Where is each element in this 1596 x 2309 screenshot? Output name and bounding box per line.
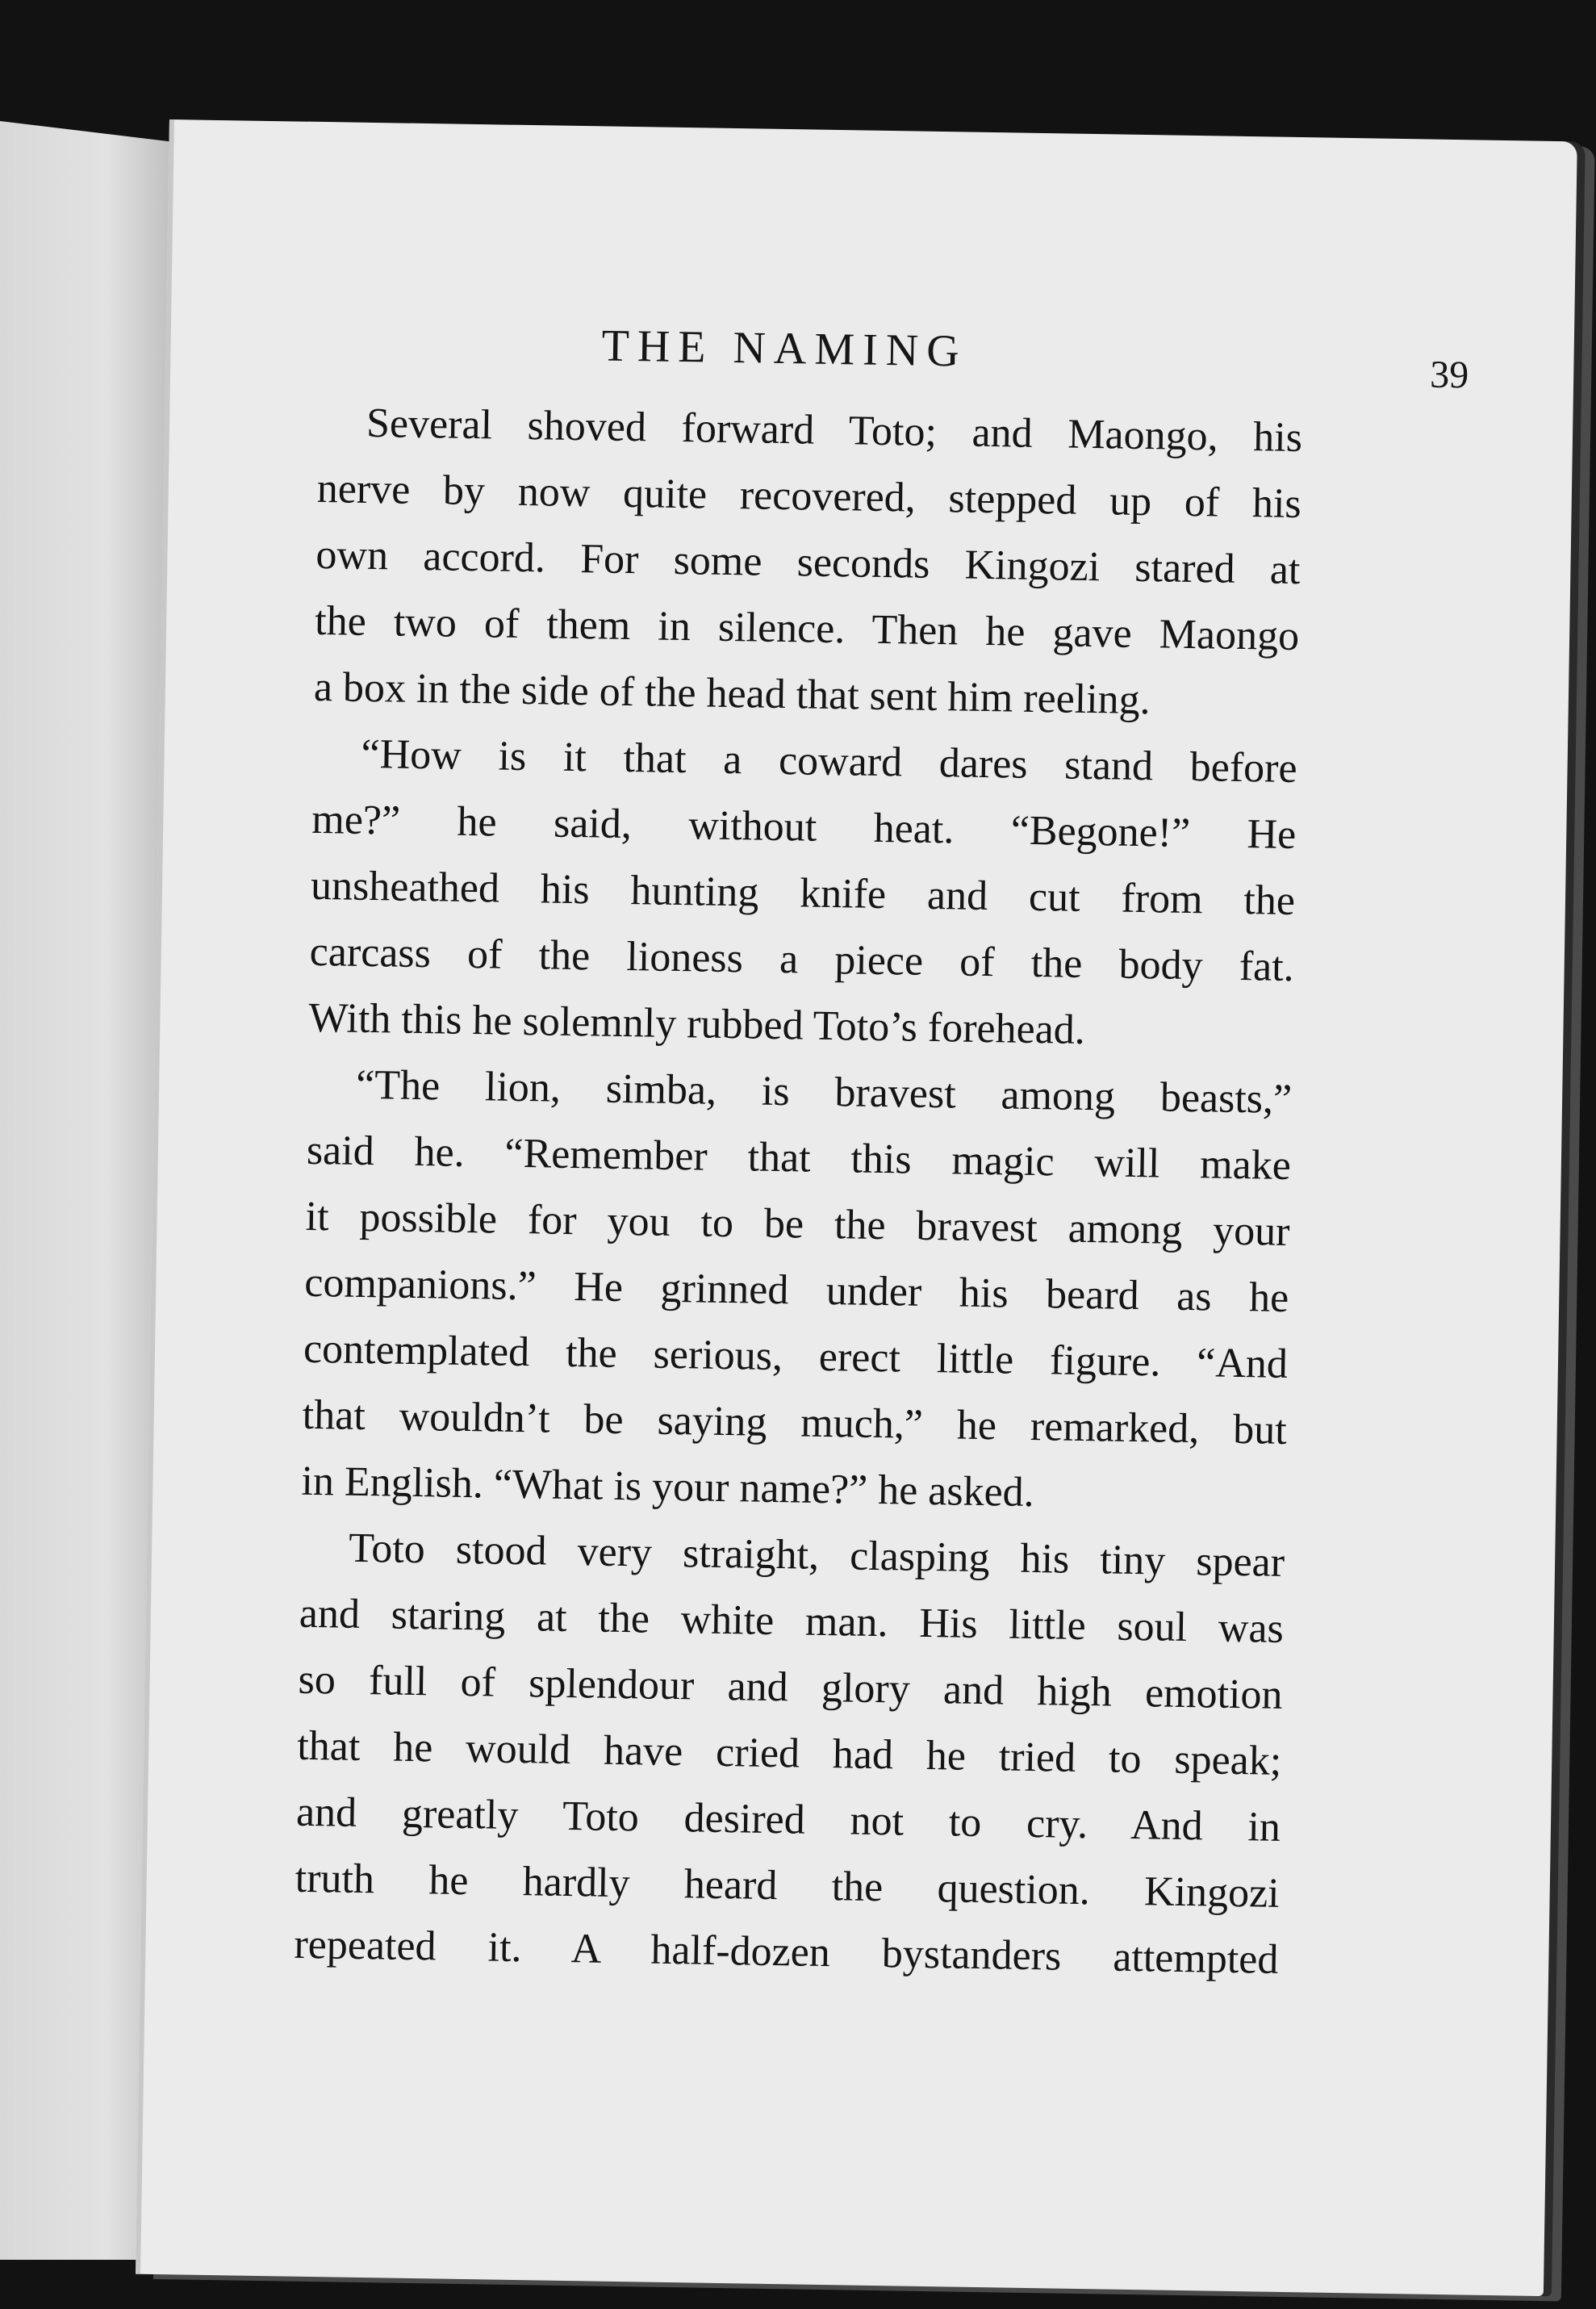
text-line: so full of splendour and glory and high emotion	[298, 1656, 1283, 1718]
text-line: said he. “Remember that this magic will make	[306, 1127, 1292, 1189]
text-line: that he would have cried had he tried to speak;	[296, 1722, 1282, 1784]
text-line: contemplated the serious, erect little figure. “And	[303, 1325, 1289, 1387]
text-line: With this he solemnly rubbed Toto’s forehead.	[308, 994, 1086, 1053]
text-line: me?” he said, without heat. “Begone!” He	[311, 796, 1297, 859]
page-number: 39	[1429, 353, 1469, 397]
text-line: truth he hardly heard the question. Kingozi	[295, 1855, 1281, 1917]
text-line: Several shoved forward Toto; and Maongo, his	[366, 399, 1303, 462]
text-line: repeated it. A half-dozen bystanders attempted	[294, 1921, 1279, 1983]
text-line: in English. “What is your name?” he asked.	[301, 1458, 1035, 1516]
book-page	[136, 119, 1577, 2296]
text-line: it possible for you to be the bravest among your	[305, 1193, 1290, 1255]
text-line: the two of them in silence. Then he gave Maongo	[314, 597, 1300, 660]
text-line: nerve by now quite recovered, stepped up of his	[316, 465, 1302, 528]
text-line: “How is it that a coward dares stand before	[361, 730, 1297, 793]
text-line: companions.” He grinned under his beard as he	[303, 1259, 1289, 1321]
text-line: own accord. For some seconds Kingozi stared at	[315, 531, 1301, 594]
running-title: THE NAMING	[601, 320, 968, 377]
text-line: that wouldn’t be saying much,” he remarked, but	[302, 1391, 1288, 1454]
text-line: “The lion, simba, is bravest among beasts,”	[355, 1061, 1293, 1123]
text-line: Toto stood very straight, clasping his tiny spear	[348, 1525, 1285, 1586]
text-line: and staring at the white man. His little soul was	[299, 1590, 1285, 1652]
body-text	[294, 390, 1303, 1993]
text-line: a box in the side of the head that sent him reeling.	[313, 663, 1151, 724]
text-line: carcass of the lioness a piece of the body fat.	[309, 928, 1295, 991]
text-line: unsheathed his hunting knife and cut from the	[310, 862, 1296, 925]
text-line: and greatly Toto desired not to cry. And in	[295, 1788, 1281, 1851]
